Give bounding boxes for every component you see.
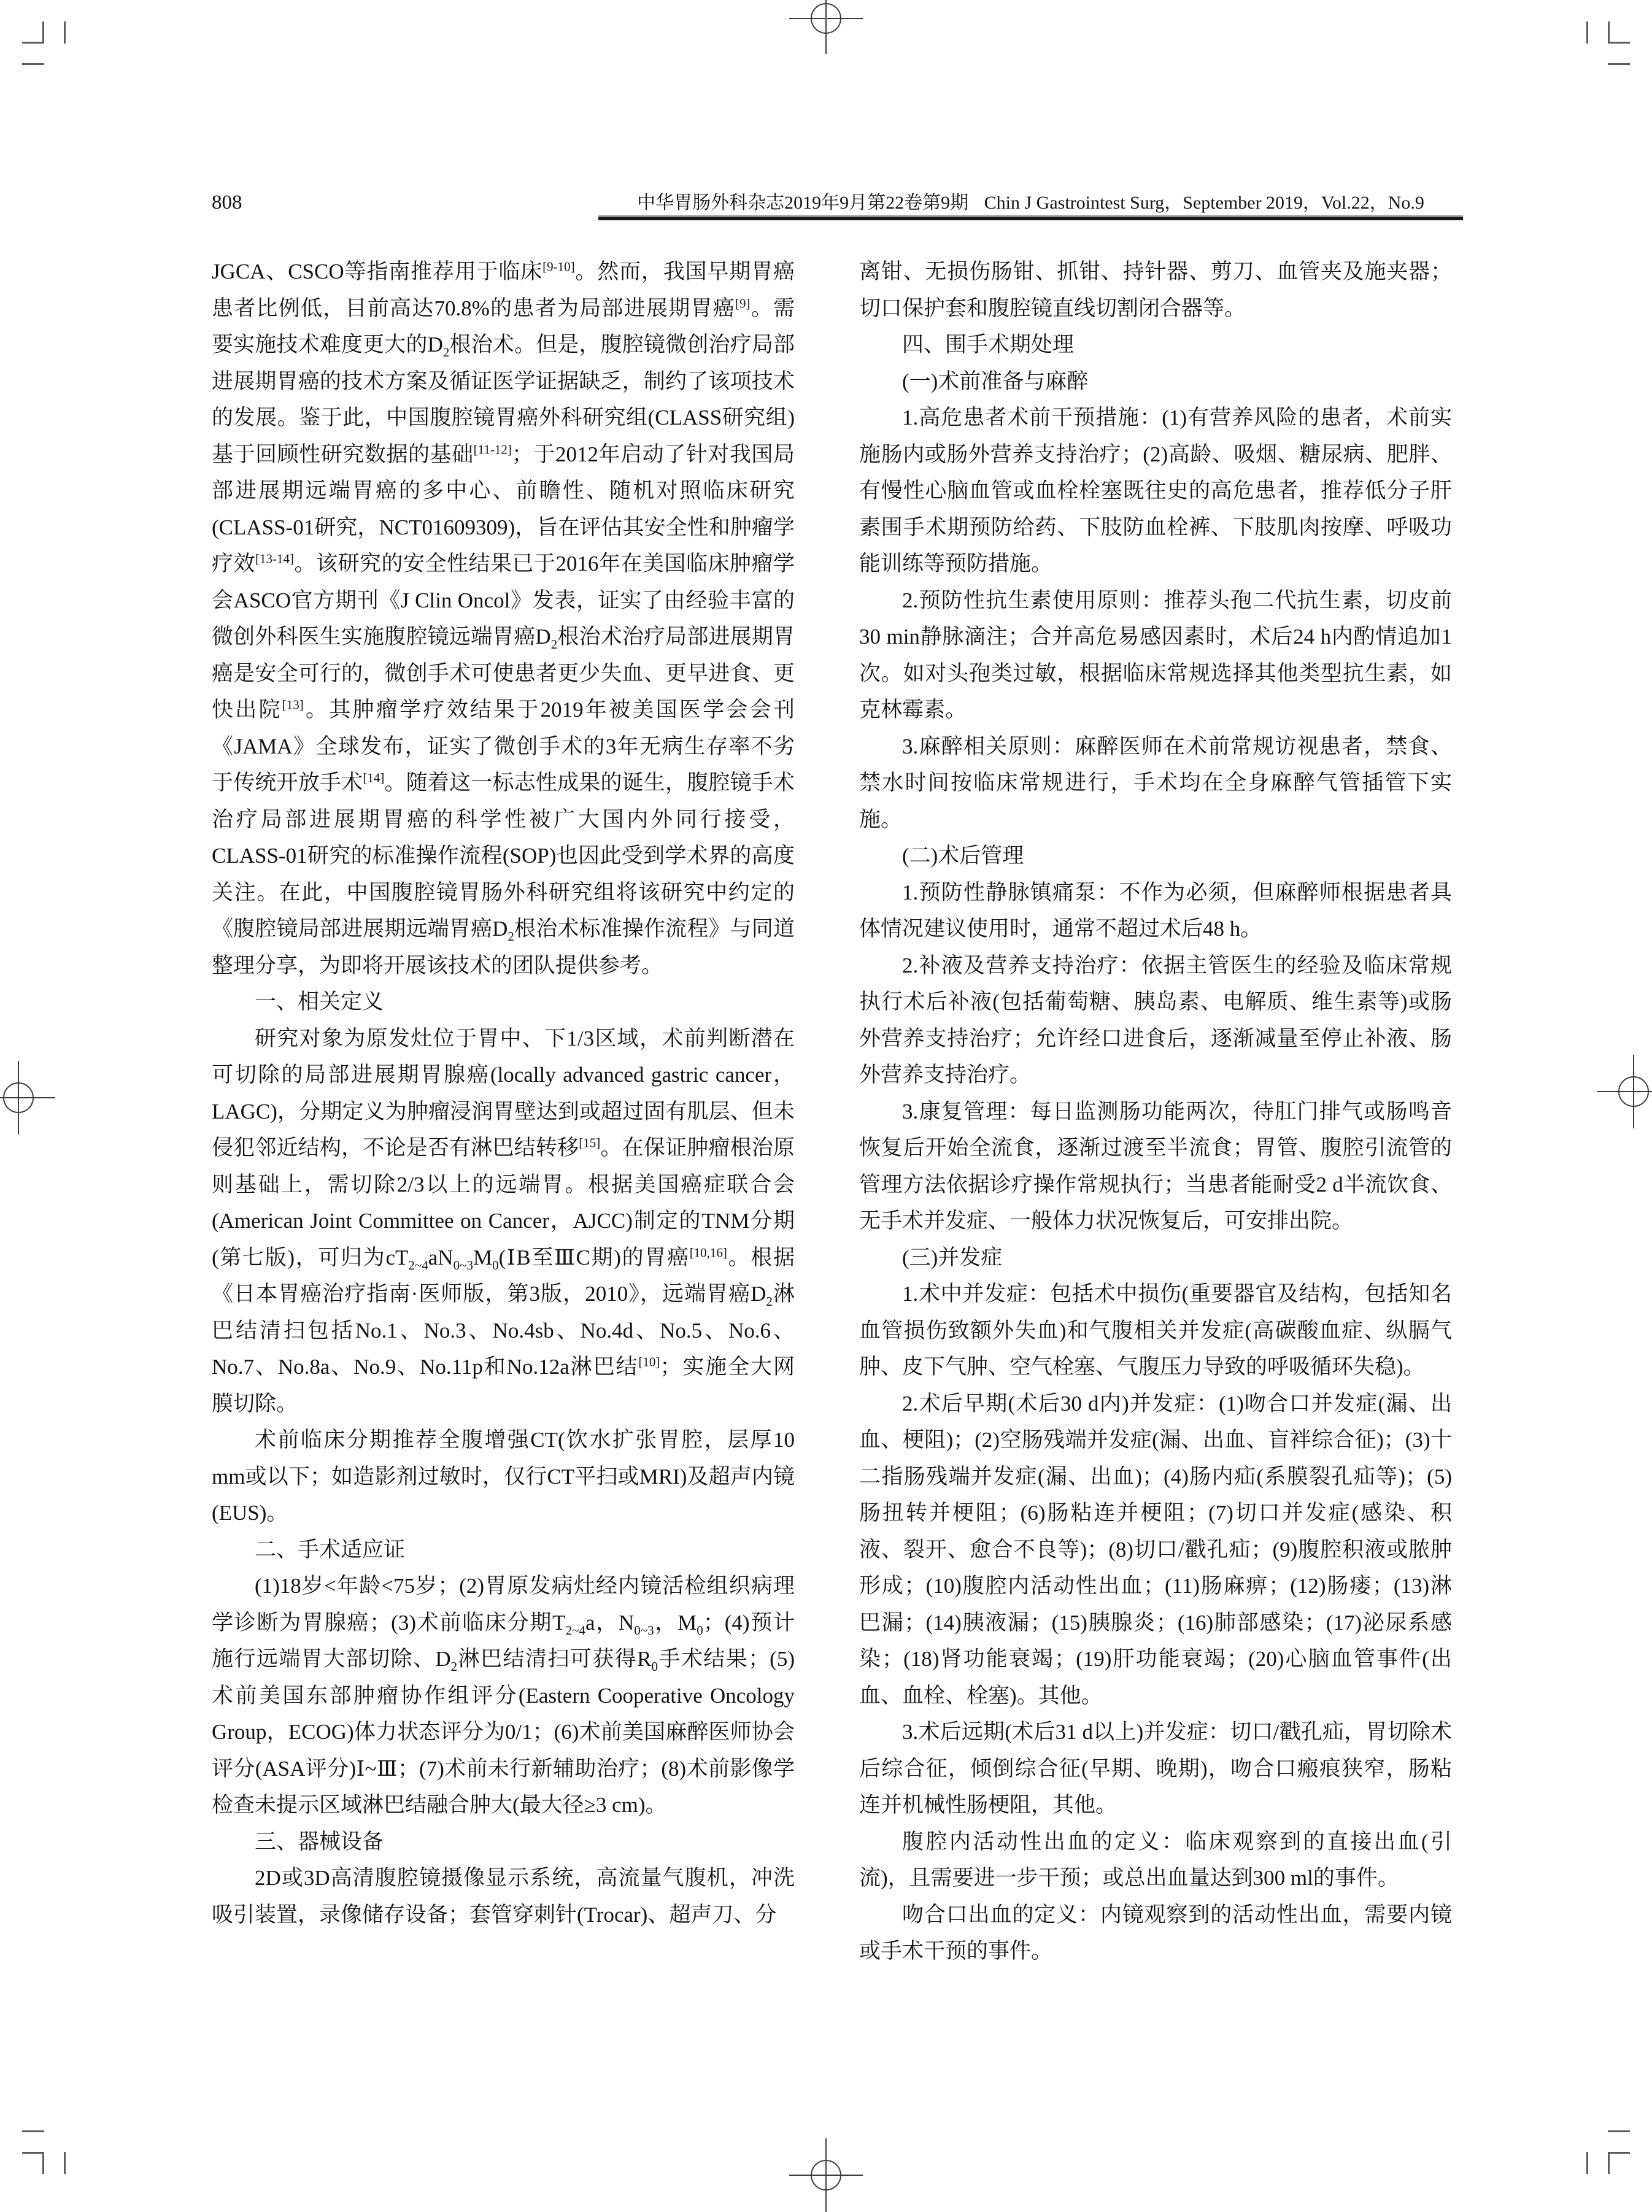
citation-superscript: [10] xyxy=(638,1354,660,1370)
paragraph: JGCA、CSCO等指南推荐用于临床[9-10]。然而，我国早期胃癌患者比例低，目前高达70.8%的患者为局部进展期胃癌[9]。需要实施技术难度更大的$D_2$根治术。但是，腹腔镜微创治疗局部进展期胃癌的技术方案及循证医学证据缺乏，制约了该项技术的发展。鉴于此，中国腹腔镜胃癌外科研究组(CLASS研究组)基于回顾性研究数据的基础[11-12]；于2012年启动了针对我国局部进展期远端胃癌的多中心、前瞻性、随机对照临床研究(CLASS-01研究，NCT01609309)，旨在评估其安全性和肿瘤学疗效[13-14]。该研究的安全性结果已于2016年在美国临床肿瘤学会ASCO官方期刊《J Clin Oncol》发表，证实了由经验丰富的微创外科医生实施腹腔镜远端胃癌$D_2$根治术治疗局部进展期胃癌是安全可行的，微创手术可使患者更少失血、更早进食、更快出院[13]。其肿瘤学疗效结果于2019年被美国医学会会刊《JAMA》全球发布，证实了微创手术的3年无病生存率不劣于传统开放手术[14]。随着这一标志性成果的诞生，腹腔镜手术治疗局部进展期胃癌的科学性被广大国内外同行接受，CLASS-01研究的标准操作流程(SOP)也因此受到学术界的高度关注。在此，中国腹腔镜胃肠外科研究组将该研究中约定的《腹腔镜局部进展期远端胃癌$D_2$根治术标准操作流程》与同道整理分享，为即将开展该技术的团队提供参考。 xyxy=(212,259,795,977)
subscript: 2 xyxy=(450,1659,458,1674)
subscript: 0~3 xyxy=(453,1257,473,1273)
registration-mark-left-icon xyxy=(0,1061,55,1135)
paragraph: 离钳、无损伤肠钳、抓钳、持针器、剪刀、血管夹及施夹器；切口保护套和腹腔镜直线切割闭合器等。 xyxy=(859,260,1452,320)
subscript: 2 xyxy=(550,637,558,652)
paragraph: 1.术中并发症：包括术中损伤(重要器官及结构，包括知名血管损伤致额外失血)和气腹相关并发症(高碳酸血症、纵膈气肿、皮下气肿、空气栓塞、气腹压力导致的呼吸循环失稳)。 xyxy=(859,1282,1452,1379)
citation-superscript: [13-14] xyxy=(255,551,294,566)
paragraph: 3.术后远期(术后31 d以上)并发症：切口/戳孔疝，胃切除术后综合征，倾倒综合征(早期、晚期)，吻合口瘢痕狭窄，肠粘连并机械性肠梗阻，其他。 xyxy=(859,1720,1452,1817)
paragraph: 3.康复管理：每日监测肠功能两次，待肛门排气或肠鸣音恢复后开始全流食，逐渐过渡至半流食；胃管、腹腔引流管的管理方法依据诊疗操作常规执行；当患者能耐受2 d半流饮食、无手术并发症、一般体力状况恢复后，可安排出院。 xyxy=(859,1099,1452,1233)
paragraph: 3.麻醉相关原则：麻醉医师在术前常规访视患者，禁食、禁水时间按临床常规进行，手术均在全身麻醉气管插管下实施。 xyxy=(859,734,1452,831)
section-heading: (三)并发症 xyxy=(902,1245,1003,1270)
subscript: 2 xyxy=(766,1294,773,1309)
subscript: 2~4 xyxy=(408,1257,428,1273)
paragraph: 术前临床分期推荐全腹增强CT(饮水扩张胃腔，层厚10 mm或以下；如造影剂过敏时，仅行CT平扫或MRI)及超声内镜(EUS)。 xyxy=(212,1428,795,1525)
paragraph: 研究对象为原发灶位于胃中、下1/3区域，术前判断潜在可切除的局部进展期胃腺癌(locally advanced gastric cancer，LAGC)，分期定义为肿瘤浸润胃壁达到或超过固有肌层、但未侵犯邻近结构，不论是否有淋巴结转移[15]。在保证肿瘤根治原则基础上，需切除2/3以上的远端胃。根据美国癌症联合会(American Joint Committee on Cancer，AJCC)制定的TNM分期(第七版)，可归为$cT_{2\sim 4}aN_{0\sim 3}M_0(ⅠB$至ⅢC期)的胃癌[10,16]。根据《日本胃癌治疗指南·医师版，第3版，2010》，远端胃癌$D_2$淋巴结清扫包括No.1、No.3、No.4sb、No.4d、No.5、No.6、No.7、No.8a、No.9、No.11p和No.12a淋巴结[10]；实施全大网膜切除。 xyxy=(212,1026,795,1416)
section-heading: 二、手术适应证 xyxy=(255,1537,406,1562)
section-heading: 一、相关定义 xyxy=(255,990,384,1014)
section-heading: 三、器械设备 xyxy=(255,1829,384,1854)
journal-title-en: Chin J Gastrointest Surg，September 2019，Vol.22，No.9 xyxy=(984,193,1424,213)
paragraph: 2.预防性抗生素使用原则：推荐头孢二代抗生素，切皮前30 min静脉滴注；合并高危易感因素时，术后24 h内酌情追加1次。如对头孢类过敏，根据临床常规选择其他类型抗生素，如克林霉素。 xyxy=(859,588,1452,722)
paragraph: 腹腔内活动性出血的定义：临床观察到的直接出血(引流)，且需要进一步干预；或总出血量达到300 ml的事件。 xyxy=(859,1829,1452,1890)
paragraph: 1.预防性静脉镇痛泵：不作为必须，但麻醉师根据患者具体情况建议使用时，通常不超过术后48 h。 xyxy=(859,880,1452,941)
section-heading: 四、围手术期处理 xyxy=(902,333,1075,356)
running-head xyxy=(598,191,1463,215)
citation-superscript: [10,16] xyxy=(689,1244,727,1260)
subscript: 0 xyxy=(492,1257,499,1273)
paragraph: (1)18岁<年龄<75岁；(2)胃原发病灶经内镜活检组织病理学诊断为胃腺癌；(3)术前临床分期$T_{2\sim 4}a$，$N_{0\sim 3}$，$M_0$；(4)预计施行远端胃大部切除、$D_2$淋巴结清扫可获得$R_0$手术结果；(5)术前美国东部肿瘤协作组评分(Eastern Cooperative Oncology Group，ECOG)体力状态评分为0/1；(6)术前美国麻醉医师协会评分(ASA评分)Ⅰ~Ⅲ；(7)术前未行新辅助治疗；(8)术前影像学检查未提示区域淋巴结融合肿大(最大径≥3 cm)。 xyxy=(212,1574,795,1817)
subscript: 0 xyxy=(697,1622,703,1638)
registration-mark-top-icon xyxy=(789,0,863,55)
citation-superscript: [15] xyxy=(579,1135,601,1150)
citation-superscript: [9-10] xyxy=(542,259,575,274)
registration-mark-bottom-icon xyxy=(789,2138,863,2212)
subscript: 2~4 xyxy=(565,1622,585,1638)
subscript: 2 xyxy=(508,929,514,944)
paragraph: 2D或3D高清腹腔镜摄像显示系统，高流量气腹机，冲洗吸引装置，录像储存设备；套管穿刺针(Trocar)、超声刀、分 xyxy=(212,1866,795,1927)
paragraph: 2.术后早期(术后30 d内)并发症：(1)吻合口并发症(漏、出血、梗阻)；(2)空肠残端并发症(漏、出血、盲袢综合征)；(3)十二指肠残端并发症(漏、出血)；(4)肠内疝(系膜裂孔疝等)；(5)肠扭转并梗阻；(6)肠粘连并梗阻；(7)切口并发症(感染、积液、裂开、愈合不良等)；(8)切口/戳孔疝；(9)腹腔积液或脓肿形成；(10)腹腔内活动性出血；(11)肠麻痹；(12)肠瘘；(13)淋巴漏；(14)胰液漏；(15)胰腺炎；(16)肺部感染；(17)泌尿系感染；(18)肾功能衰竭；(19)肝功能衰竭；(20)心脑血管事件(出血、血栓、栓塞)。其他。 xyxy=(859,1391,1452,1708)
section-heading: (二)术后管理 xyxy=(902,844,1024,868)
journal-title-cn: 中华胃肠外科杂志2019年9月第22卷第9期 xyxy=(637,193,969,213)
citation-superscript: [14] xyxy=(363,770,385,785)
text-column-left xyxy=(212,253,795,1933)
citation-superscript: [13] xyxy=(282,697,304,712)
subscript: 0~3 xyxy=(634,1622,654,1638)
page-number: 808 xyxy=(212,191,242,214)
subscript: 0 xyxy=(651,1659,658,1674)
paragraph: 2.补液及营养支持治疗：依据主管医生的经验及临床常规执行术后补液(包括葡萄糖、胰岛素、电解质、维生素等)或肠外营养支持治疗；允许经口进食后，逐渐减量至停止补液、肠外营养支持治疗。 xyxy=(859,953,1452,1087)
header-rule xyxy=(598,215,1463,220)
citation-superscript: [9] xyxy=(735,295,751,310)
paragraph: 1.高危患者术前干预措施：(1)有营养风险的患者，术前实施肠内或肠外营养支持治疗；(2)高龄、吸烟、糖尿病、肥胖、有慢性心脑血管或血栓栓塞既往史的高危患者，推荐低分子肝素围手术期预防给药、下肢防血栓裤、下肢肌肉按摩、呼吸功能训练等预防措施。 xyxy=(859,406,1452,576)
citation-superscript: [11-12] xyxy=(473,441,512,457)
text-column-right xyxy=(859,253,1452,1970)
subscript: 2 xyxy=(442,345,450,360)
paragraph: 吻合口出血的定义：内镜观察到的活动性出血，需要内镜或手术干预的事件。 xyxy=(859,1902,1452,1963)
section-heading: (一)术前准备与麻醉 xyxy=(902,369,1089,393)
registration-mark-right-icon xyxy=(1597,1055,1652,1128)
